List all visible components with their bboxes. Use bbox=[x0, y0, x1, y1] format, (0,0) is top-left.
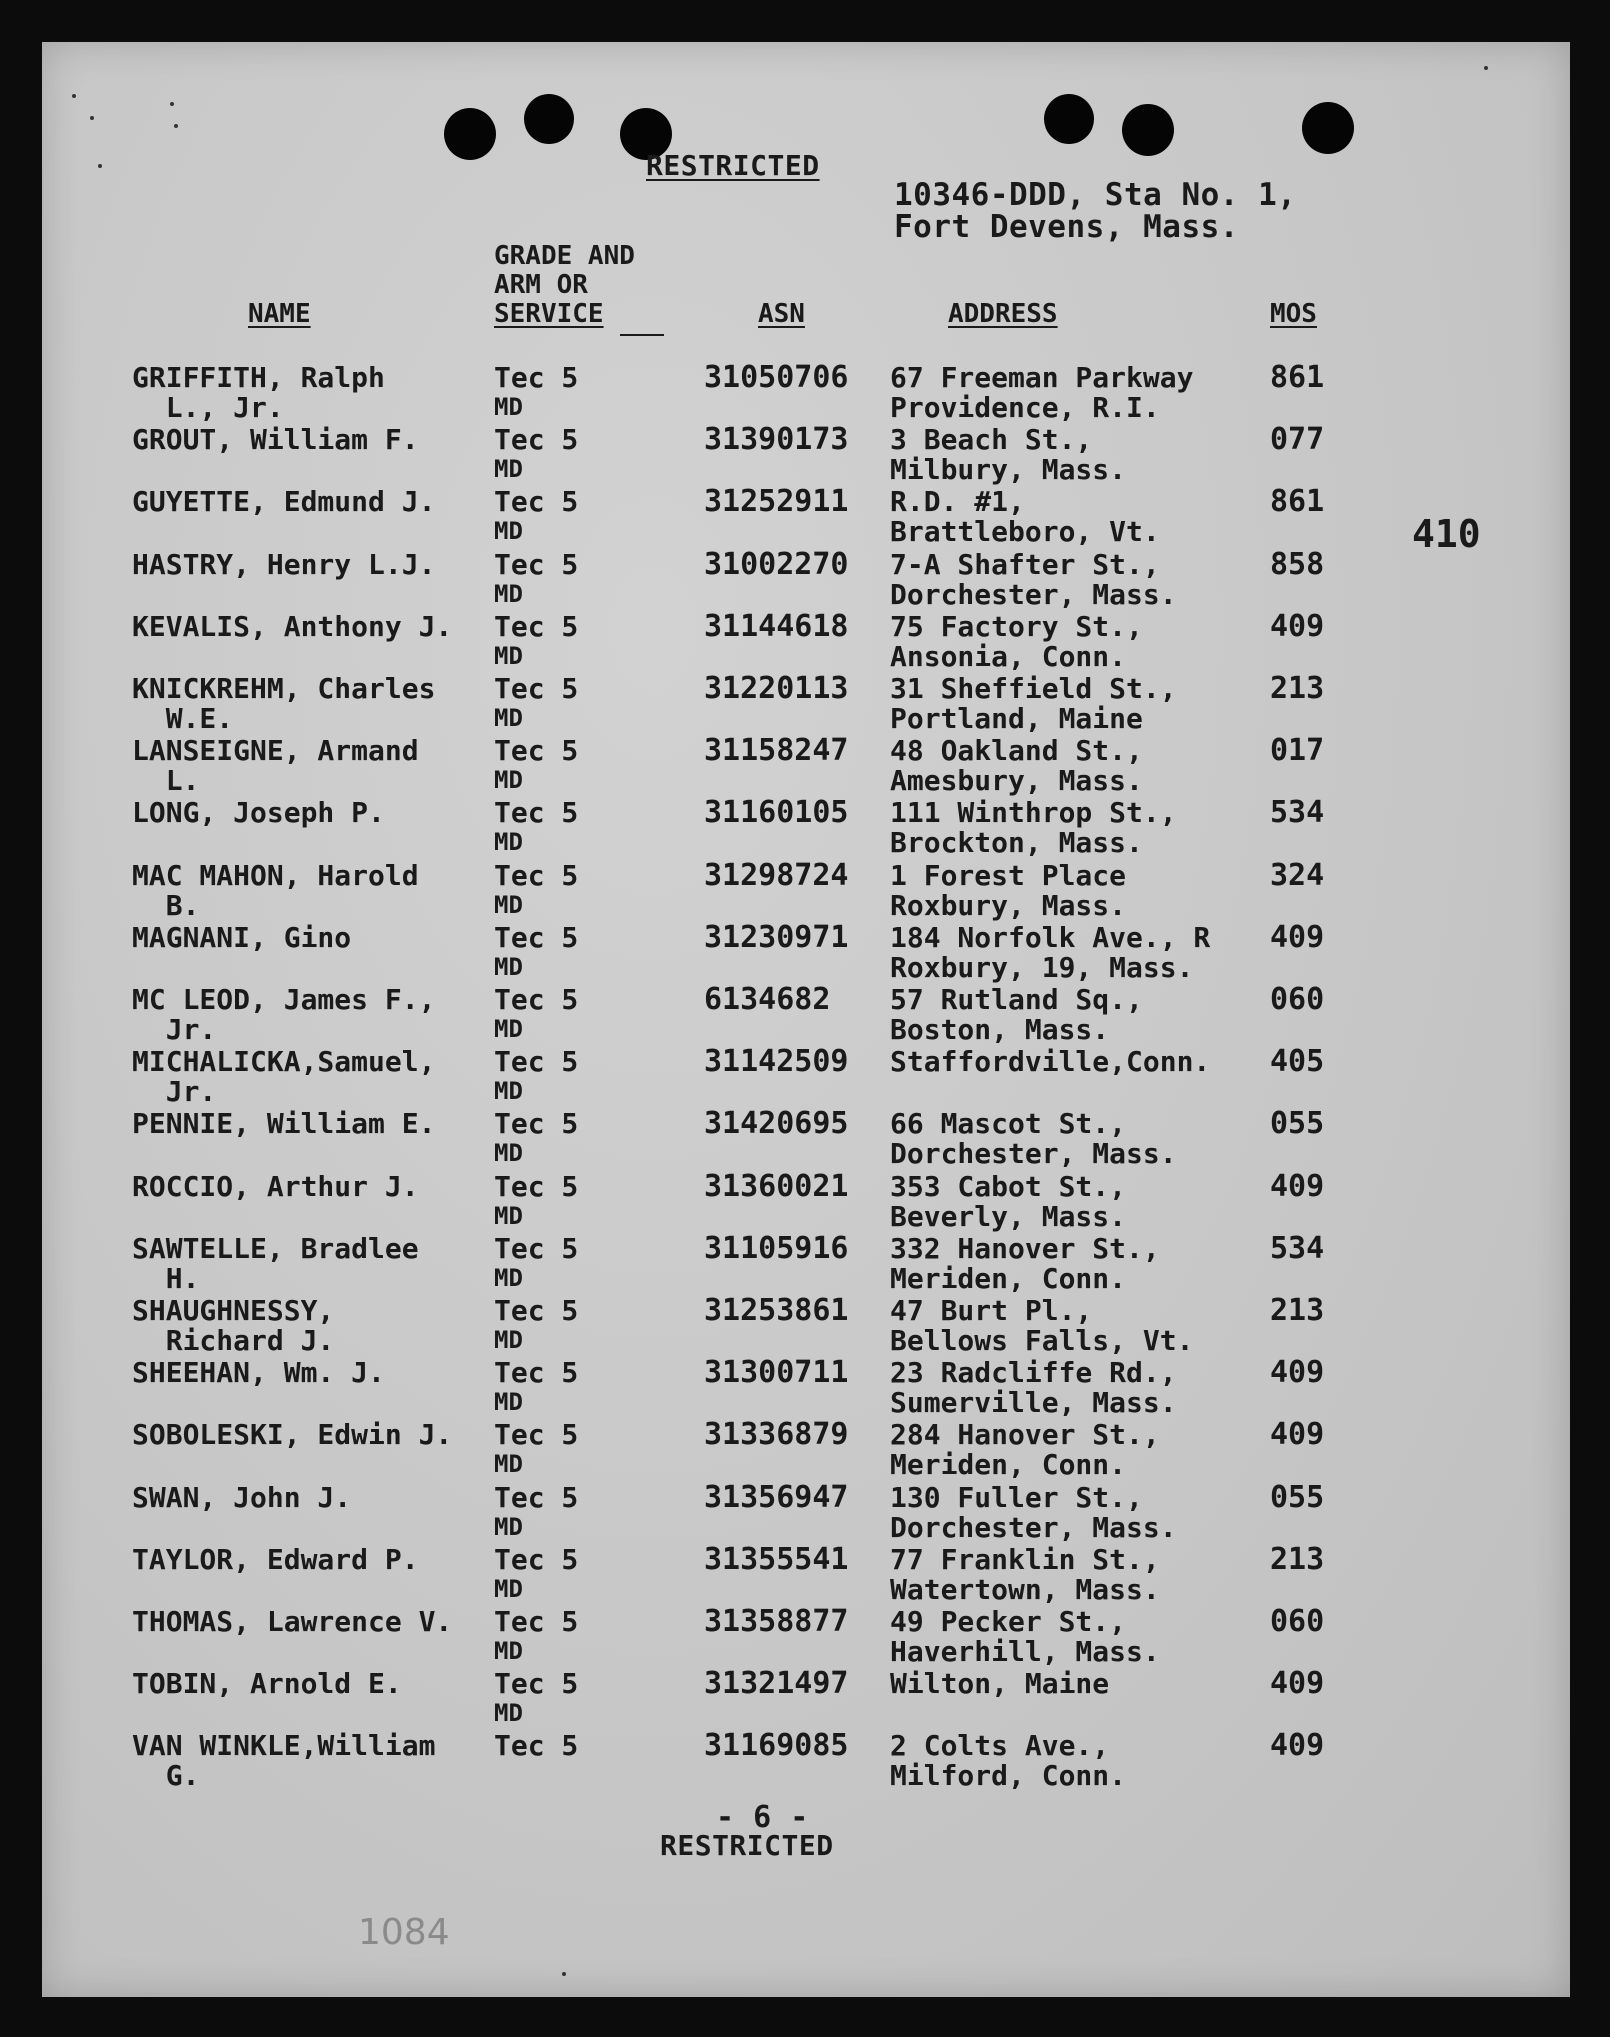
row-name: SHAUGHNESSY, bbox=[132, 1294, 335, 1327]
row-address-line1: 49 Pecker St., bbox=[890, 1605, 1127, 1638]
row-grade: Tec 5 bbox=[494, 1294, 579, 1327]
row-grade: Tec 5 bbox=[494, 859, 579, 892]
row-address-line1: 67 Freeman Parkway bbox=[890, 361, 1194, 394]
col-grade-line3: SERVICE bbox=[494, 299, 604, 329]
row-address-line2: Watertown, Mass. bbox=[890, 1573, 1160, 1606]
row-arm-service: MD bbox=[494, 704, 523, 732]
row-asn: 31230971 bbox=[704, 920, 849, 955]
row-arm-service: MD bbox=[494, 1139, 523, 1167]
row-address-line1: 332 Hanover St., bbox=[890, 1232, 1160, 1265]
col-mos: MOS bbox=[1270, 299, 1317, 329]
margin-note: 410 bbox=[1412, 512, 1481, 556]
row-grade: Tec 5 bbox=[494, 1107, 579, 1140]
row-asn: 31253861 bbox=[704, 1293, 849, 1328]
row-grade: Tec 5 bbox=[494, 796, 579, 829]
row-address-line1: 77 Franklin St., bbox=[890, 1543, 1160, 1576]
row-address-line1: R.D. #1, bbox=[890, 485, 1025, 518]
row-address-line2: Beverly, Mass. bbox=[890, 1200, 1127, 1233]
row-arm-service: MD bbox=[494, 1388, 523, 1416]
table-row bbox=[42, 673, 1570, 735]
row-grade: Tec 5 bbox=[494, 672, 579, 705]
row-address-line2: Roxbury, Mass. bbox=[890, 889, 1127, 922]
row-mos: 534 bbox=[1270, 795, 1325, 830]
classification-top: RESTRICTED bbox=[646, 149, 820, 182]
row-grade: Tec 5 bbox=[494, 1170, 579, 1203]
row-address-line1: 7-A Shafter St., bbox=[890, 548, 1160, 581]
row-address-line1: 2 Colts Ave., bbox=[890, 1729, 1110, 1762]
row-mos: 861 bbox=[1270, 360, 1325, 395]
table-row bbox=[42, 486, 1570, 548]
row-asn: 31420695 bbox=[704, 1106, 849, 1141]
row-address-line1: 75 Factory St., bbox=[890, 610, 1143, 643]
row-name: SOBOLESKI, Edwin J. bbox=[132, 1418, 453, 1451]
row-arm-service: MD bbox=[494, 1202, 523, 1230]
row-address-line1: 47 Burt Pl., bbox=[890, 1294, 1093, 1327]
row-name: PENNIE, William E. bbox=[132, 1107, 436, 1140]
speck bbox=[72, 94, 76, 98]
row-asn: 31252911 bbox=[704, 484, 849, 519]
row-address-line2: Bellows Falls, Vt. bbox=[890, 1324, 1194, 1357]
row-arm-service: MD bbox=[494, 393, 523, 421]
col-grade-line1: GRADE AND bbox=[494, 241, 635, 271]
row-arm-service: MD bbox=[494, 1575, 523, 1603]
punch-hole bbox=[444, 108, 496, 160]
row-asn: 31142509 bbox=[704, 1044, 849, 1079]
row-asn: 31358877 bbox=[704, 1604, 849, 1639]
table-row bbox=[42, 1357, 1570, 1419]
row-mos: 060 bbox=[1270, 1604, 1325, 1639]
row-asn: 6134682 bbox=[704, 982, 831, 1017]
table-row bbox=[42, 860, 1570, 922]
row-mos: 077 bbox=[1270, 422, 1325, 457]
row-address-line2: Roxbury, 19, Mass. bbox=[890, 951, 1194, 984]
table-row bbox=[42, 984, 1570, 1046]
row-mos: 213 bbox=[1270, 671, 1325, 706]
row-mos: 409 bbox=[1270, 920, 1325, 955]
row-name: KNICKREHM, Charles bbox=[132, 672, 436, 705]
punch-hole bbox=[524, 94, 574, 144]
unit-line-1: 10346-DDD, Sta No. 1, bbox=[894, 177, 1297, 213]
table-row bbox=[42, 424, 1570, 486]
row-address-line1: 1 Forest Place bbox=[890, 859, 1127, 892]
row-address-line1: 284 Hanover St., bbox=[890, 1418, 1160, 1451]
row-address-line1: 57 Rutland Sq., bbox=[890, 983, 1143, 1016]
row-name-cont: Jr. bbox=[132, 1075, 217, 1108]
table-row bbox=[42, 1606, 1570, 1668]
row-mos: 534 bbox=[1270, 1231, 1325, 1266]
row-name: LANSEIGNE, Armand bbox=[132, 734, 419, 767]
col-asn: ASN bbox=[758, 299, 805, 329]
row-name-cont: Richard J. bbox=[132, 1324, 335, 1357]
table-row bbox=[42, 797, 1570, 859]
row-name: SAWTELLE, Bradlee bbox=[132, 1232, 419, 1265]
row-mos: 405 bbox=[1270, 1044, 1325, 1079]
row-asn: 31169085 bbox=[704, 1728, 849, 1763]
row-name: MAGNANI, Gino bbox=[132, 921, 352, 954]
row-name: THOMAS, Lawrence V. bbox=[132, 1605, 453, 1638]
row-arm-service: MD bbox=[494, 1699, 523, 1727]
row-arm-service: MD bbox=[494, 1264, 523, 1292]
row-mos: 409 bbox=[1270, 1728, 1325, 1763]
row-asn: 31300711 bbox=[704, 1355, 849, 1390]
row-name-cont: G. bbox=[132, 1759, 200, 1792]
table-row bbox=[42, 549, 1570, 611]
row-grade: Tec 5 bbox=[494, 548, 579, 581]
row-asn: 31158247 bbox=[704, 733, 849, 768]
speck bbox=[98, 164, 102, 168]
row-mos: 017 bbox=[1270, 733, 1325, 768]
row-grade: Tec 5 bbox=[494, 983, 579, 1016]
row-arm-service: MD bbox=[494, 1326, 523, 1354]
row-mos: 409 bbox=[1270, 1417, 1325, 1452]
speck bbox=[90, 116, 94, 120]
row-address-line2: Providence, R.I. bbox=[890, 391, 1160, 424]
table-row bbox=[42, 1108, 1570, 1170]
row-name: LONG, Joseph P. bbox=[132, 796, 385, 829]
row-name: VAN WINKLE,William bbox=[132, 1729, 436, 1762]
row-arm-service: MD bbox=[494, 455, 523, 483]
row-address-line2: Milford, Conn. bbox=[890, 1759, 1127, 1792]
row-name: ROCCIO, Arthur J. bbox=[132, 1170, 419, 1203]
row-mos: 060 bbox=[1270, 982, 1325, 1017]
row-mos: 055 bbox=[1270, 1106, 1325, 1141]
row-asn: 31050706 bbox=[704, 360, 849, 395]
row-asn: 31356947 bbox=[704, 1480, 849, 1515]
row-address-line1: 111 Winthrop St., bbox=[890, 796, 1177, 829]
col-grade-underline-ext bbox=[620, 334, 664, 336]
row-mos: 213 bbox=[1270, 1293, 1325, 1328]
row-name-cont: L. bbox=[132, 764, 200, 797]
row-address-line2: Haverhill, Mass. bbox=[890, 1635, 1160, 1668]
row-mos: 213 bbox=[1270, 1542, 1325, 1577]
table-row bbox=[42, 1730, 1570, 1792]
unit-line-2: Fort Devens, Mass. bbox=[894, 209, 1239, 245]
row-address-line2: Ansonia, Conn. bbox=[890, 640, 1127, 673]
document-page bbox=[42, 42, 1570, 1997]
col-grade-line2: ARM OR bbox=[494, 270, 588, 300]
row-address-line1: 353 Cabot St., bbox=[890, 1170, 1127, 1203]
row-name-cont: H. bbox=[132, 1262, 200, 1295]
row-name: TOBIN, Arnold E. bbox=[132, 1667, 402, 1700]
speck bbox=[174, 124, 178, 128]
row-address-line1: 23 Radcliffe Rd., bbox=[890, 1356, 1177, 1389]
row-arm-service: MD bbox=[494, 891, 523, 919]
row-address-line2: Sumerville, Mass. bbox=[890, 1386, 1177, 1419]
row-grade: Tec 5 bbox=[494, 921, 579, 954]
row-name-cont: W.E. bbox=[132, 702, 234, 735]
row-grade: Tec 5 bbox=[494, 1232, 579, 1265]
row-grade: Tec 5 bbox=[494, 610, 579, 643]
row-address-line2: Amesbury, Mass. bbox=[890, 764, 1143, 797]
row-name: SWAN, John J. bbox=[132, 1481, 352, 1514]
row-grade: Tec 5 bbox=[494, 734, 579, 767]
row-asn: 31336879 bbox=[704, 1417, 849, 1452]
row-address-line1: 66 Mascot St., bbox=[890, 1107, 1127, 1140]
row-arm-service: MD bbox=[494, 1015, 523, 1043]
row-asn: 31160105 bbox=[704, 795, 849, 830]
row-asn: 31390173 bbox=[704, 422, 849, 457]
row-arm-service: MD bbox=[494, 1450, 523, 1478]
row-arm-service: MD bbox=[494, 1637, 523, 1665]
table-row bbox=[42, 1419, 1570, 1481]
punch-hole bbox=[1122, 104, 1174, 156]
row-grade: Tec 5 bbox=[494, 361, 579, 394]
row-name: SHEEHAN, Wm. J. bbox=[132, 1356, 385, 1389]
classification-bottom: RESTRICTED bbox=[660, 1829, 834, 1862]
table-row bbox=[42, 1233, 1570, 1295]
row-address-line2: Dorchester, Mass. bbox=[890, 578, 1177, 611]
col-name: NAME bbox=[248, 299, 311, 329]
row-mos: 409 bbox=[1270, 1666, 1325, 1701]
row-address-line1: 3 Beach St., bbox=[890, 423, 1093, 456]
row-arm-service: MD bbox=[494, 580, 523, 608]
row-name: GRIFFITH, Ralph bbox=[132, 361, 385, 394]
table-row bbox=[42, 1668, 1570, 1730]
row-name-cont: L., Jr. bbox=[132, 391, 284, 424]
row-grade: Tec 5 bbox=[494, 1045, 579, 1078]
speck bbox=[562, 1972, 566, 1976]
row-arm-service: MD bbox=[494, 953, 523, 981]
row-address-line2: Meriden, Conn. bbox=[890, 1448, 1127, 1481]
table-row bbox=[42, 922, 1570, 984]
row-name: HASTRY, Henry L.J. bbox=[132, 548, 436, 581]
row-mos: 858 bbox=[1270, 547, 1325, 582]
row-address-line1: 184 Norfolk Ave., R bbox=[890, 921, 1211, 954]
row-asn: 31002270 bbox=[704, 547, 849, 582]
row-arm-service: MD bbox=[494, 517, 523, 545]
row-arm-service: MD bbox=[494, 828, 523, 856]
row-address-line1: 130 Fuller St., bbox=[890, 1481, 1143, 1514]
row-name: KEVALIS, Anthony J. bbox=[132, 610, 453, 643]
row-name: MAC MAHON, Harold bbox=[132, 859, 419, 892]
table-row bbox=[42, 1482, 1570, 1544]
table-row bbox=[42, 735, 1570, 797]
row-mos: 409 bbox=[1270, 609, 1325, 644]
row-asn: 31360021 bbox=[704, 1169, 849, 1204]
row-arm-service: MD bbox=[494, 642, 523, 670]
row-asn: 31220113 bbox=[704, 671, 849, 706]
row-grade: Tec 5 bbox=[494, 1543, 579, 1576]
table-row bbox=[42, 1544, 1570, 1606]
col-address: ADDRESS bbox=[948, 299, 1058, 329]
page-number: - 6 - bbox=[716, 1800, 809, 1835]
row-address-line1: 48 Oakland St., bbox=[890, 734, 1143, 767]
row-mos: 055 bbox=[1270, 1480, 1325, 1515]
row-address-line2: Boston, Mass. bbox=[890, 1013, 1110, 1046]
row-grade: Tec 5 bbox=[494, 1605, 579, 1638]
row-mos: 861 bbox=[1270, 484, 1325, 519]
row-name: GUYETTE, Edmund J. bbox=[132, 485, 436, 518]
row-arm-service: MD bbox=[494, 1513, 523, 1541]
table-row bbox=[42, 1046, 1570, 1108]
row-asn: 31298724 bbox=[704, 858, 849, 893]
row-grade: Tec 5 bbox=[494, 1418, 579, 1451]
table-row bbox=[42, 1171, 1570, 1233]
punch-hole bbox=[1044, 94, 1094, 144]
row-name: MICHALICKA,Samuel, bbox=[132, 1045, 436, 1078]
speck bbox=[1484, 66, 1488, 70]
row-address-line1: Wilton, Maine bbox=[890, 1667, 1110, 1700]
row-grade: Tec 5 bbox=[494, 1667, 579, 1700]
row-address-line2: Dorchester, Mass. bbox=[890, 1137, 1177, 1170]
row-grade: Tec 5 bbox=[494, 1356, 579, 1389]
row-address-line1: Staffordville,Conn. bbox=[890, 1045, 1211, 1078]
row-name: GROUT, William F. bbox=[132, 423, 419, 456]
row-mos: 409 bbox=[1270, 1355, 1325, 1390]
row-grade: Tec 5 bbox=[494, 485, 579, 518]
row-address-line2: Brockton, Mass. bbox=[890, 826, 1143, 859]
row-arm-service: MD bbox=[494, 766, 523, 794]
row-address-line2: Dorchester, Mass. bbox=[890, 1511, 1177, 1544]
row-asn: 31144618 bbox=[704, 609, 849, 644]
row-asn: 31355541 bbox=[704, 1542, 849, 1577]
punch-hole bbox=[1302, 102, 1354, 154]
row-address-line2: Meriden, Conn. bbox=[890, 1262, 1127, 1295]
row-address-line2: Milbury, Mass. bbox=[890, 453, 1127, 486]
speck bbox=[170, 102, 174, 106]
row-name: TAYLOR, Edward P. bbox=[132, 1543, 419, 1576]
row-name-cont: Jr. bbox=[132, 1013, 217, 1046]
row-grade: Tec 5 bbox=[494, 423, 579, 456]
table-row bbox=[42, 362, 1570, 424]
row-mos: 324 bbox=[1270, 858, 1325, 893]
row-address-line2: Brattleboro, Vt. bbox=[890, 515, 1160, 548]
row-asn: 31105916 bbox=[704, 1231, 849, 1266]
row-arm-service: MD bbox=[494, 1077, 523, 1105]
row-mos: 409 bbox=[1270, 1169, 1325, 1204]
table-row bbox=[42, 611, 1570, 673]
row-address-line2: Portland, Maine bbox=[890, 702, 1143, 735]
table-row bbox=[42, 1295, 1570, 1357]
row-grade: Tec 5 bbox=[494, 1481, 579, 1514]
row-grade: Tec 5 bbox=[494, 1729, 579, 1762]
stamp-number: 1084 bbox=[358, 1912, 450, 1953]
row-address-line1: 31 Sheffield St., bbox=[890, 672, 1177, 705]
row-name: MC LEOD, James F., bbox=[132, 983, 436, 1016]
row-asn: 31321497 bbox=[704, 1666, 849, 1701]
row-name-cont: B. bbox=[132, 889, 200, 922]
